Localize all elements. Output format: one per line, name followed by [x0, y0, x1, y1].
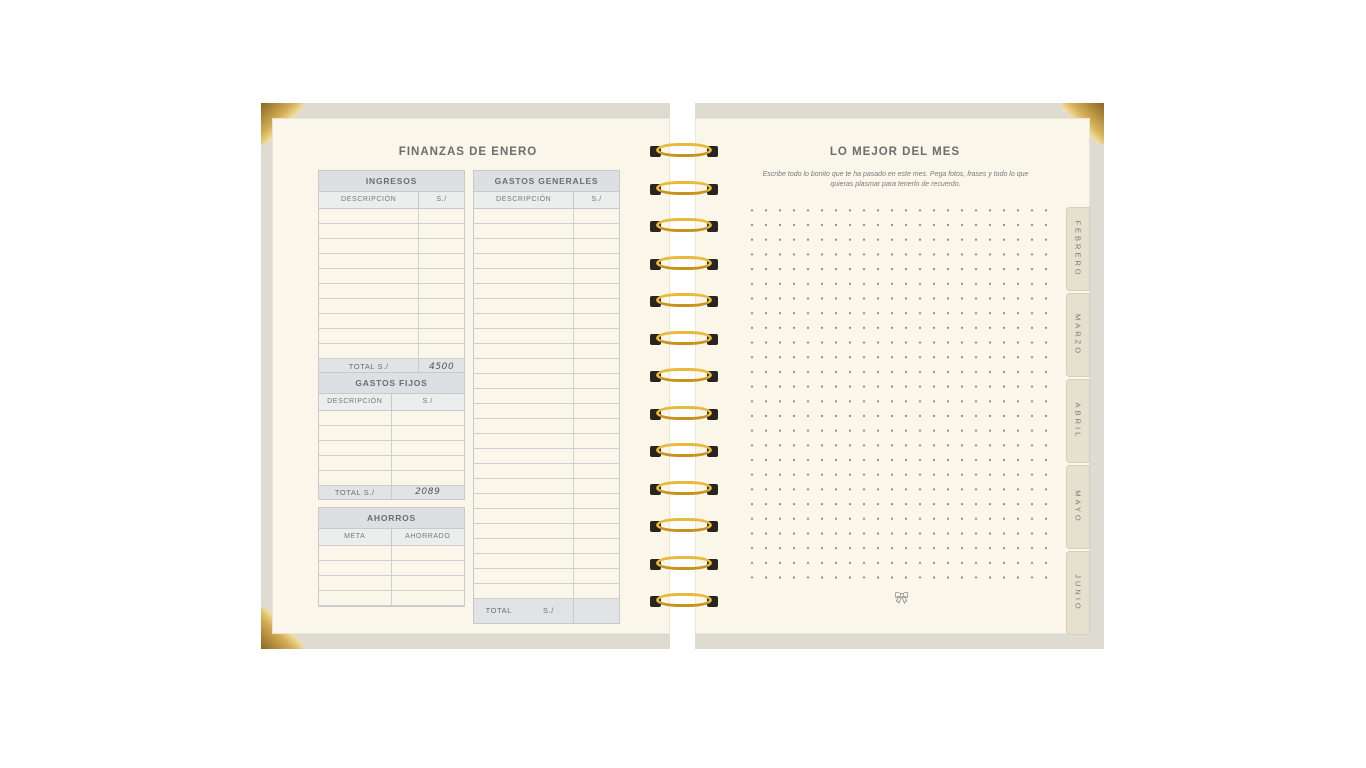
column-header-meta: META [319, 529, 392, 545]
table-cell[interactable] [474, 389, 574, 403]
table-cell[interactable] [574, 389, 619, 403]
table-cell[interactable] [392, 426, 465, 440]
total-value[interactable]: 4500 [429, 362, 455, 372]
table-cell[interactable] [474, 209, 574, 223]
table-row[interactable] [474, 524, 619, 539]
table-cell[interactable] [419, 209, 464, 223]
table-cell[interactable] [574, 569, 619, 583]
table-cell[interactable] [574, 344, 619, 358]
table-row[interactable] [474, 554, 619, 569]
table-cell[interactable] [574, 449, 619, 463]
table-cell[interactable] [574, 314, 619, 328]
table-row[interactable] [474, 494, 619, 509]
table-cell[interactable] [319, 441, 392, 455]
table-cell[interactable] [574, 209, 619, 223]
table-row[interactable] [474, 389, 619, 404]
table-row[interactable] [474, 224, 619, 239]
table-cell[interactable] [419, 344, 464, 358]
spiral-ring-icon [650, 331, 718, 347]
table-rows [319, 209, 464, 359]
table-cell[interactable] [419, 314, 464, 328]
spiral-ring-icon [650, 481, 718, 497]
column-header-description: DESCRIPCIÓN [319, 394, 392, 410]
spiral-ring-icon [650, 443, 718, 459]
ahorros-table [318, 507, 465, 607]
table-row[interactable] [474, 239, 619, 254]
table-cell[interactable] [574, 284, 619, 298]
table-cell[interactable] [319, 546, 392, 560]
table-cell[interactable] [319, 426, 392, 440]
table-row[interactable] [474, 299, 619, 314]
gastos-generales-table [473, 170, 620, 624]
spiral-ring-icon [650, 406, 718, 422]
total-value[interactable] [574, 599, 619, 623]
table-title: GASTOS FIJOS [319, 373, 464, 394]
table-cell[interactable] [574, 524, 619, 538]
table-row[interactable] [474, 254, 619, 269]
table-cell[interactable] [392, 471, 465, 485]
tab-label: ABRIL [1073, 402, 1083, 440]
table-cell[interactable] [392, 441, 465, 455]
table-row[interactable] [319, 456, 464, 471]
month-tabs [1066, 207, 1090, 633]
total-label: TOTAL S./ [319, 486, 392, 499]
table-row[interactable] [319, 546, 464, 561]
table-cell[interactable] [574, 329, 619, 343]
table-cell[interactable] [319, 411, 392, 425]
page-title: FINANZAS DE ENERO [398, 146, 538, 158]
column-headers [474, 192, 619, 209]
table-row[interactable] [319, 284, 464, 299]
table-row[interactable] [474, 284, 619, 299]
table-cell[interactable] [474, 464, 574, 478]
table-cell[interactable] [574, 479, 619, 493]
table-cell[interactable] [319, 344, 419, 358]
table-cell[interactable] [419, 284, 464, 298]
table-cell[interactable] [474, 299, 574, 313]
table-cell[interactable] [474, 314, 574, 328]
table-cell[interactable] [319, 239, 419, 253]
spiral-ring-icon [650, 518, 718, 534]
table-cell[interactable] [574, 299, 619, 313]
table-row[interactable] [319, 254, 464, 269]
table-cell[interactable] [319, 299, 419, 313]
tab-label: MAYO [1073, 490, 1083, 524]
column-header-amount: S./ [422, 398, 433, 405]
table-cell[interactable] [574, 419, 619, 433]
table-cell[interactable] [574, 539, 619, 553]
table-cell[interactable] [319, 269, 419, 283]
table-row[interactable] [474, 464, 619, 479]
table-cell[interactable] [574, 254, 619, 268]
table-cell[interactable] [474, 344, 574, 358]
table-row[interactable] [319, 239, 464, 254]
table-cell[interactable] [474, 419, 574, 433]
table-row[interactable] [319, 269, 464, 284]
table-cell[interactable] [574, 584, 619, 598]
spiral-ring-icon [650, 181, 718, 197]
table-cell[interactable] [392, 546, 465, 560]
spiral-ring-icon [650, 556, 718, 572]
table-cell[interactable] [319, 329, 419, 343]
total-currency: S./ [524, 599, 575, 623]
table-cell[interactable] [574, 224, 619, 238]
table-cell[interactable] [574, 359, 619, 373]
table-cell[interactable] [392, 591, 465, 605]
table-cell[interactable] [574, 269, 619, 283]
table-cell[interactable] [474, 404, 574, 418]
table-row[interactable] [319, 329, 464, 344]
page-description: Escribe todo lo bonito que te ha pasado en este mes. Pega fotos, frases y todo lo que quieras plasmar para tenerlo de recuerdo. [762, 171, 1029, 188]
table-row[interactable] [474, 269, 619, 284]
table-cell[interactable] [574, 554, 619, 568]
table-rows [319, 546, 464, 606]
table-row[interactable] [474, 509, 619, 524]
table-row[interactable] [474, 209, 619, 224]
table-cell[interactable] [419, 329, 464, 343]
column-header-description: DESCRIPCIÓN [474, 192, 574, 208]
table-rows [474, 209, 619, 599]
table-cell[interactable] [319, 456, 392, 470]
tab-label: FEBRERO [1073, 220, 1083, 278]
spiral-ring-icon [650, 593, 718, 609]
table-cell[interactable] [474, 494, 574, 508]
table-title: AHORROS [319, 508, 464, 529]
table-row[interactable] [319, 411, 464, 426]
table-row[interactable] [319, 561, 464, 576]
column-header-description: DESCRIPCIÓN [319, 192, 419, 208]
column-header-ahorrado: AHORRADO [405, 533, 451, 540]
column-headers [319, 192, 464, 209]
table-cell[interactable] [474, 374, 574, 388]
table-title: INGRESOS [319, 171, 464, 192]
table-cell[interactable] [392, 411, 465, 425]
table-row[interactable] [474, 404, 619, 419]
table-row[interactable] [474, 584, 619, 599]
spiral-ring-icon [650, 143, 718, 159]
spiral-ring-icon [650, 218, 718, 234]
table-cell[interactable] [474, 254, 574, 268]
table-cell[interactable] [319, 254, 419, 268]
total-value[interactable]: 2089 [415, 487, 441, 497]
table-cell[interactable] [574, 509, 619, 523]
table-cell[interactable] [419, 254, 464, 268]
table-row[interactable] [319, 314, 464, 329]
gastos-fijos-table [318, 372, 465, 500]
table-cell[interactable] [474, 239, 574, 253]
page-title: LO MEJOR DEL MES [829, 146, 961, 158]
tab-mayo[interactable] [1066, 465, 1090, 549]
table-row[interactable] [474, 449, 619, 464]
table-row[interactable] [474, 344, 619, 359]
table-row[interactable] [319, 299, 464, 314]
table-cell[interactable] [474, 479, 574, 493]
right-page [695, 103, 1104, 649]
table-row[interactable] [474, 329, 619, 344]
table-cell[interactable] [319, 591, 392, 605]
spiral-ring-icon [650, 368, 718, 384]
table-row[interactable] [474, 419, 619, 434]
table-cell[interactable] [319, 209, 419, 223]
tab-abril[interactable] [1066, 379, 1090, 463]
table-row[interactable] [474, 479, 619, 494]
table-row[interactable] [474, 569, 619, 584]
table-cell[interactable] [319, 224, 419, 238]
table-cell[interactable] [319, 561, 392, 575]
table-row[interactable] [319, 224, 464, 239]
table-cell[interactable] [574, 404, 619, 418]
table-cell[interactable] [474, 269, 574, 283]
table-cell[interactable] [474, 584, 574, 598]
table-title: GASTOS GENERALES [474, 171, 619, 192]
table-cell[interactable] [392, 576, 465, 590]
table-row[interactable] [319, 209, 464, 224]
tab-junio[interactable] [1066, 551, 1090, 635]
table-cell[interactable] [474, 329, 574, 343]
table-cell[interactable] [419, 269, 464, 283]
table-cell[interactable] [574, 494, 619, 508]
table-cell[interactable] [319, 471, 392, 485]
table-row[interactable] [474, 314, 619, 329]
spiral-ring-icon [650, 293, 718, 309]
table-cell[interactable] [474, 359, 574, 373]
table-row[interactable] [474, 374, 619, 389]
table-row[interactable] [319, 426, 464, 441]
spiral-ring-icon [650, 256, 718, 272]
tab-febrero[interactable] [1066, 207, 1090, 291]
table-row[interactable] [319, 441, 464, 456]
table-cell[interactable] [574, 239, 619, 253]
ingresos-table [318, 170, 465, 376]
total-row [319, 486, 464, 499]
total-row [474, 599, 619, 623]
table-row[interactable] [474, 359, 619, 374]
table-row[interactable] [319, 344, 464, 359]
table-cell[interactable] [474, 449, 574, 463]
column-header-amount: S./ [591, 196, 602, 203]
tab-marzo[interactable] [1066, 293, 1090, 377]
column-headers [319, 529, 464, 546]
table-cell[interactable] [392, 456, 465, 470]
table-row[interactable] [319, 471, 464, 486]
table-cell[interactable] [474, 284, 574, 298]
table-cell[interactable] [319, 314, 419, 328]
table-cell[interactable] [474, 524, 574, 538]
table-cell[interactable] [574, 464, 619, 478]
table-cell[interactable] [474, 554, 574, 568]
table-cell[interactable] [419, 224, 464, 238]
table-cell[interactable] [319, 284, 419, 298]
tab-label: JUNIO [1073, 574, 1083, 612]
table-row[interactable] [319, 591, 464, 606]
table-rows [319, 411, 464, 486]
table-cell[interactable] [474, 569, 574, 583]
table-cell[interactable] [474, 434, 574, 448]
table-cell[interactable] [419, 239, 464, 253]
left-page [261, 103, 670, 649]
tab-label: MARZO [1073, 313, 1083, 357]
table-row[interactable] [474, 539, 619, 554]
table-cell[interactable] [474, 224, 574, 238]
bow-icon: 🎀︎ [894, 591, 910, 605]
table-cell[interactable] [319, 576, 392, 590]
dot-grid-area[interactable] [745, 203, 1050, 588]
table-cell[interactable] [474, 539, 574, 553]
table-cell[interactable] [574, 374, 619, 388]
total-label: TOTAL S./ [319, 359, 419, 375]
table-row[interactable] [319, 576, 464, 591]
table-row[interactable] [474, 434, 619, 449]
table-cell[interactable] [574, 434, 619, 448]
table-cell[interactable] [392, 561, 465, 575]
table-cell[interactable] [474, 509, 574, 523]
total-label: TOTAL [485, 606, 513, 615]
column-headers [319, 394, 464, 411]
table-cell[interactable] [419, 299, 464, 313]
column-header-amount: S./ [436, 196, 447, 203]
